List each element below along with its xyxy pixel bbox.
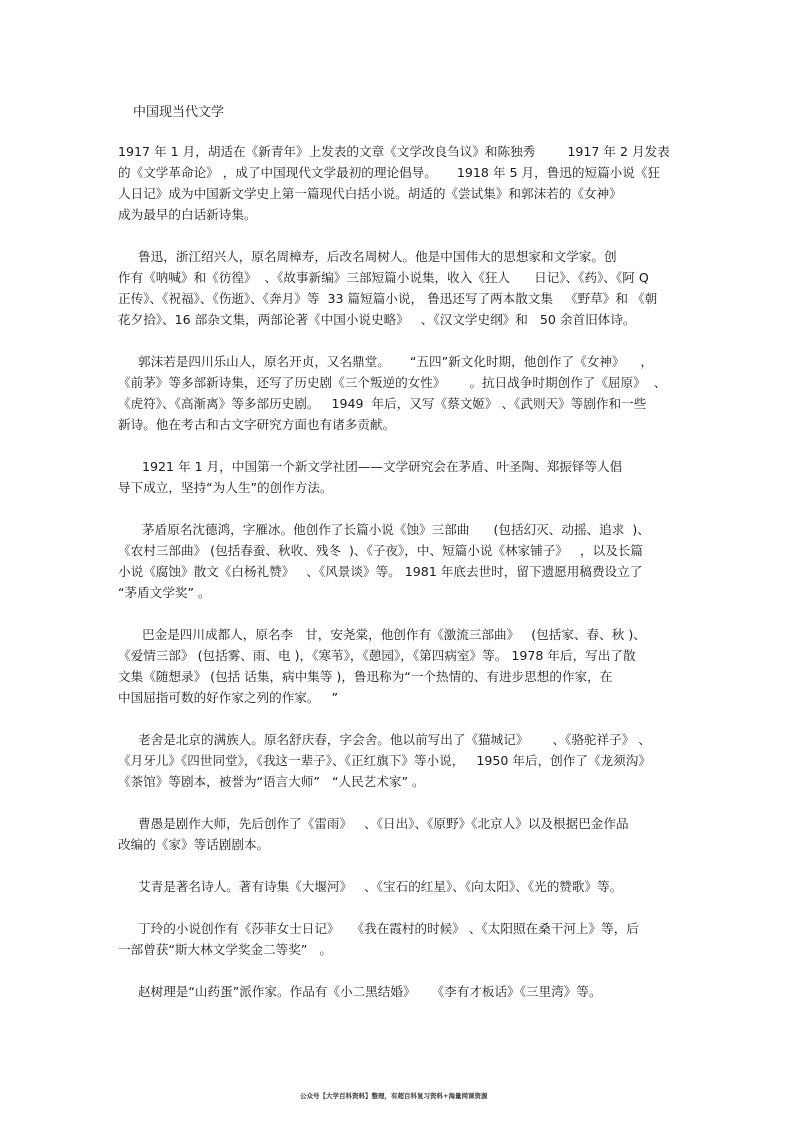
- text-line: 一部曾获“斯大林文学奖金二等奖” 。: [118, 942, 332, 957]
- document-body: [118, 141, 678, 1023]
- text-line: 文集《随想录》 (包括 话集，病中集等 )，鲁迅称为“一个热情的、有进步思想的作家，在: [118, 669, 613, 684]
- text-line: 郭沫若是四川乐山人，原名开贞，又名鼎堂。 “五四”新文化时期，他创作了《女神》 ，: [118, 354, 654, 369]
- text-line: 曹愚是剧作大师，先后创作了《雷雨》 、《日出》、《原野》《北京人》以及根据巴金作品: [118, 816, 629, 831]
- text-line: 鲁迅，浙江绍兴人，原名周樟寿，后改名周树人。他是中国伟大的思想家和文学家。创: [118, 249, 617, 264]
- text-line: 作有《呐喊》和《彷徨》 、《故事新编》三部短篇小说集，收入《狂人 日记》、《药》、《阿 Q: [118, 270, 649, 285]
- text-line: 老舍是北京的满族人。原名舒庆春，字会舍。他以前写出了《猫城记》 、《骆驼祥子》 、: [118, 732, 651, 747]
- text-line: 1921 年 1 月，中国第一个新文学社团——文学研究会在茅盾、叶圣陶、郑振铎等人倡: [118, 459, 623, 474]
- paragraph: [118, 981, 678, 1002]
- text-line: 成为最早的白话新诗集。: [118, 207, 257, 222]
- paragraph: [118, 876, 678, 897]
- paragraph: [118, 519, 678, 603]
- document-title: 中国现当代文学: [133, 105, 225, 120]
- text-line: 艾青是著名诗人。著有诗集《大堰河》 、《宝石的红星》、《向太阳》、《光的赞歌》等。: [118, 879, 623, 894]
- text-line: 茅盾原名沈德鸿，字雁冰。他创作了长篇小说《蚀》三部曲 (包括幻灭、动摇、追求 )、: [118, 522, 650, 537]
- page-footer: 公众号【大学百科资料】整理，有超百科复习资料+海量网课资源: [300, 1092, 488, 1100]
- text-line: 《爱情三部》 (包括雾、雨、电 )，《寒苇》，《憩园》，《第四病室》等。 1978 年后，写出了散: [118, 648, 636, 663]
- text-line: 导下成立，坚持“为人生”的创作方法。: [118, 480, 333, 495]
- paragraph: [118, 918, 678, 960]
- text-line: 正传》、《祝福》、《伤逝》、《奔月》等 33 篇短篇小说， 鲁迅还写了两本散文集 《野草》和 《朝: [118, 291, 658, 306]
- text-line: 《农村三部曲》 (包括春蚕、秋收、残冬 )、《子夜》，中、短篇小说《林家铺子》 ，以及长篇: [118, 543, 643, 558]
- text-line: 改编的《家》等话剧剧本。: [118, 837, 270, 852]
- paragraph: [118, 351, 678, 435]
- paragraph: [118, 624, 678, 708]
- text-line: 《月牙儿》《四世同堂》，《我这一辈子》、《正红旗下》等小说， 1950 年后，创作了《龙须沟》: [118, 753, 651, 768]
- paragraph: [118, 141, 678, 225]
- text-line: 的《文学革命论》 ，成了中国现代文学最初的理论倡导。 1918 年 5 月，鲁迅的短篇小说《狂: [118, 165, 661, 180]
- text-line: 《虎符》、《高渐离》等多部历史剧。 1949 年后，又写《蔡文姬》 、《武则天》等剧作和一些: [118, 396, 647, 411]
- text-line: 《茶馆》等剧本，被誉为“语言大师” “人民艺术家” 。: [118, 774, 425, 789]
- text-line: 赵树理是“山药蛋”派作家。作品有《小二黑结婚》 《李有才板话》《三里湾》等。: [118, 984, 602, 999]
- text-line: 1917 年 1 月，胡适在《新青年》上发表的文章《文学改良刍议》和陈独秀 1917 年 2 月发表: [118, 144, 670, 159]
- text-line: 新诗。他在考古和古文字研究方面也有诸多贡献。: [118, 417, 396, 432]
- text-line: “茅盾文学奖” 。: [118, 585, 211, 600]
- paragraph: [118, 729, 678, 792]
- text-line: 巴金是四川成都人，原名李 甘，安尧棠，他创作有《激流三部曲》 (包括家、春、秋 )、: [118, 627, 646, 642]
- paragraph: [118, 813, 678, 855]
- text-line: 小说《腐蚀》散文《白杨礼赞》 、《风景谈》等。 1981 年底去世时，留下遗愿用稿费设立了: [118, 564, 643, 579]
- paragraph: [118, 246, 678, 330]
- text-line: 《前茅》等多部新诗集，还写了历史剧《三个叛逆的女性》 。抗日战争时期创作了《屈原》 、: [118, 375, 667, 390]
- paragraph: [118, 456, 678, 498]
- text-line: 花夕拾》、16 部杂文集，两部论著《中国小说史略》 、《汉文学史纲》和 50 余首旧体诗。: [118, 312, 636, 327]
- text-line: 中国屈指可数的好作家之列的作家。 ”: [118, 690, 339, 705]
- text-line: 人日记》成为中国新文学史上第一篇现代白括小说。胡适的《尝试集》和郭沫若的《女神》: [118, 186, 622, 201]
- text-line: 丁玲的小说创作有《莎菲女士日记》 《我在霞村的时候》 、《太阳照在桑干河上》等，后: [118, 921, 639, 936]
